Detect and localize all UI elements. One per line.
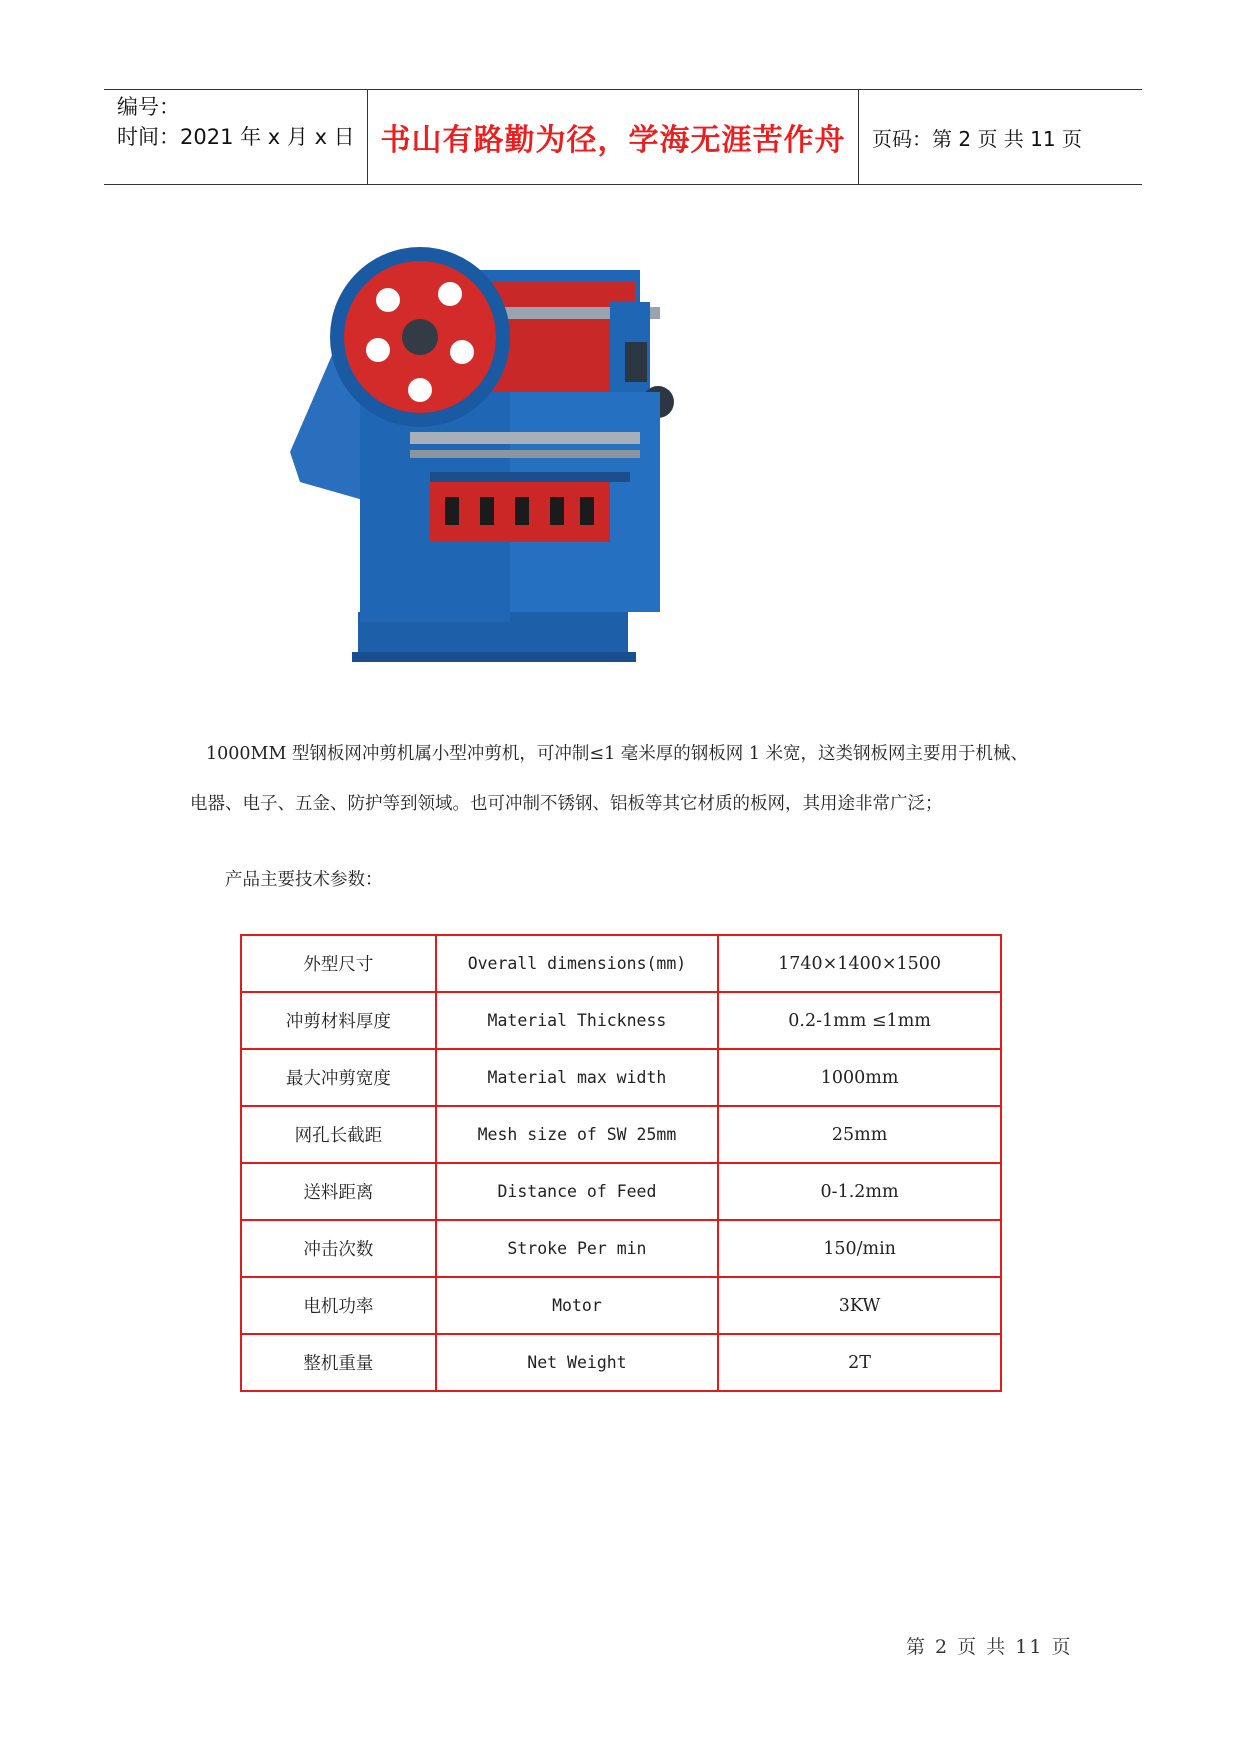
table-row (241, 1334, 1001, 1391)
table-row (241, 935, 1001, 992)
spec-value: 0-1.2mm (718, 1163, 1001, 1220)
header-divider (858, 90, 859, 184)
spec-value: 1740×1400×1500 (718, 935, 1001, 992)
table-row (241, 1220, 1001, 1277)
spec-value: 1000mm (718, 1049, 1001, 1106)
spec-value: 25mm (718, 1106, 1001, 1163)
description-paragraph: 电器、电子、五金、防护等到领域。也可冲制不锈钢、铝板等其它材质的板网，其用途非常广泛； (190, 794, 943, 814)
spec-en: Mesh size of SW 25mm (436, 1106, 718, 1163)
header-meta (117, 92, 355, 152)
spec-en: Material Thickness (436, 992, 718, 1049)
doc-number-label: 编号： (117, 95, 180, 119)
description-paragraph: 1000MM 型钢板网冲剪机属小型冲剪机，可冲制≤1 毫米厚的钢板网 1 米宽，这类钢板网主要用于机械、 (206, 744, 1029, 764)
table-row (241, 1106, 1001, 1163)
spec-cn: 冲剪材料厚度 (241, 992, 436, 1049)
spec-value: 0.2-1mm ≤1mm (718, 992, 1001, 1049)
table-row (241, 1049, 1001, 1106)
spec-en: Material max width (436, 1049, 718, 1106)
punching-machine-image (280, 232, 740, 672)
spec-cn: 送料距离 (241, 1163, 436, 1220)
spec-cn: 最大冲剪宽度 (241, 1049, 436, 1106)
spec-heading: 产品主要技术参数： (225, 870, 383, 890)
spec-table (240, 934, 1002, 1392)
spec-cn: 整机重量 (241, 1334, 436, 1391)
spec-cn: 电机功率 (241, 1277, 436, 1334)
header-motto: 书山有路勤为径，学海无涯苦作舟 (380, 123, 846, 158)
spec-value: 150/min (718, 1220, 1001, 1277)
spec-value: 2T (718, 1334, 1001, 1391)
spec-cn: 外型尺寸 (241, 935, 436, 992)
table-row (241, 1277, 1001, 1334)
table-row (241, 1163, 1001, 1220)
spec-cn: 冲击次数 (241, 1220, 436, 1277)
spec-en: Overall dimensions(mm) (436, 935, 718, 992)
spec-en: Net Weight (436, 1334, 718, 1391)
spec-en: Stroke Per min (436, 1220, 718, 1277)
page-footer: 第 2 页 共 11 页 (906, 1636, 1073, 1658)
spec-en: Motor (436, 1277, 718, 1334)
spec-value: 3KW (718, 1277, 1001, 1334)
spec-cn: 网孔长截距 (241, 1106, 436, 1163)
document-header (104, 89, 1142, 185)
header-page-label: 页码：第 2 页 共 11 页 (872, 126, 1082, 151)
doc-time-label: 时间：2021 年 x 月 x 日 (117, 125, 355, 149)
spec-en: Distance of Feed (436, 1163, 718, 1220)
table-row (241, 992, 1001, 1049)
